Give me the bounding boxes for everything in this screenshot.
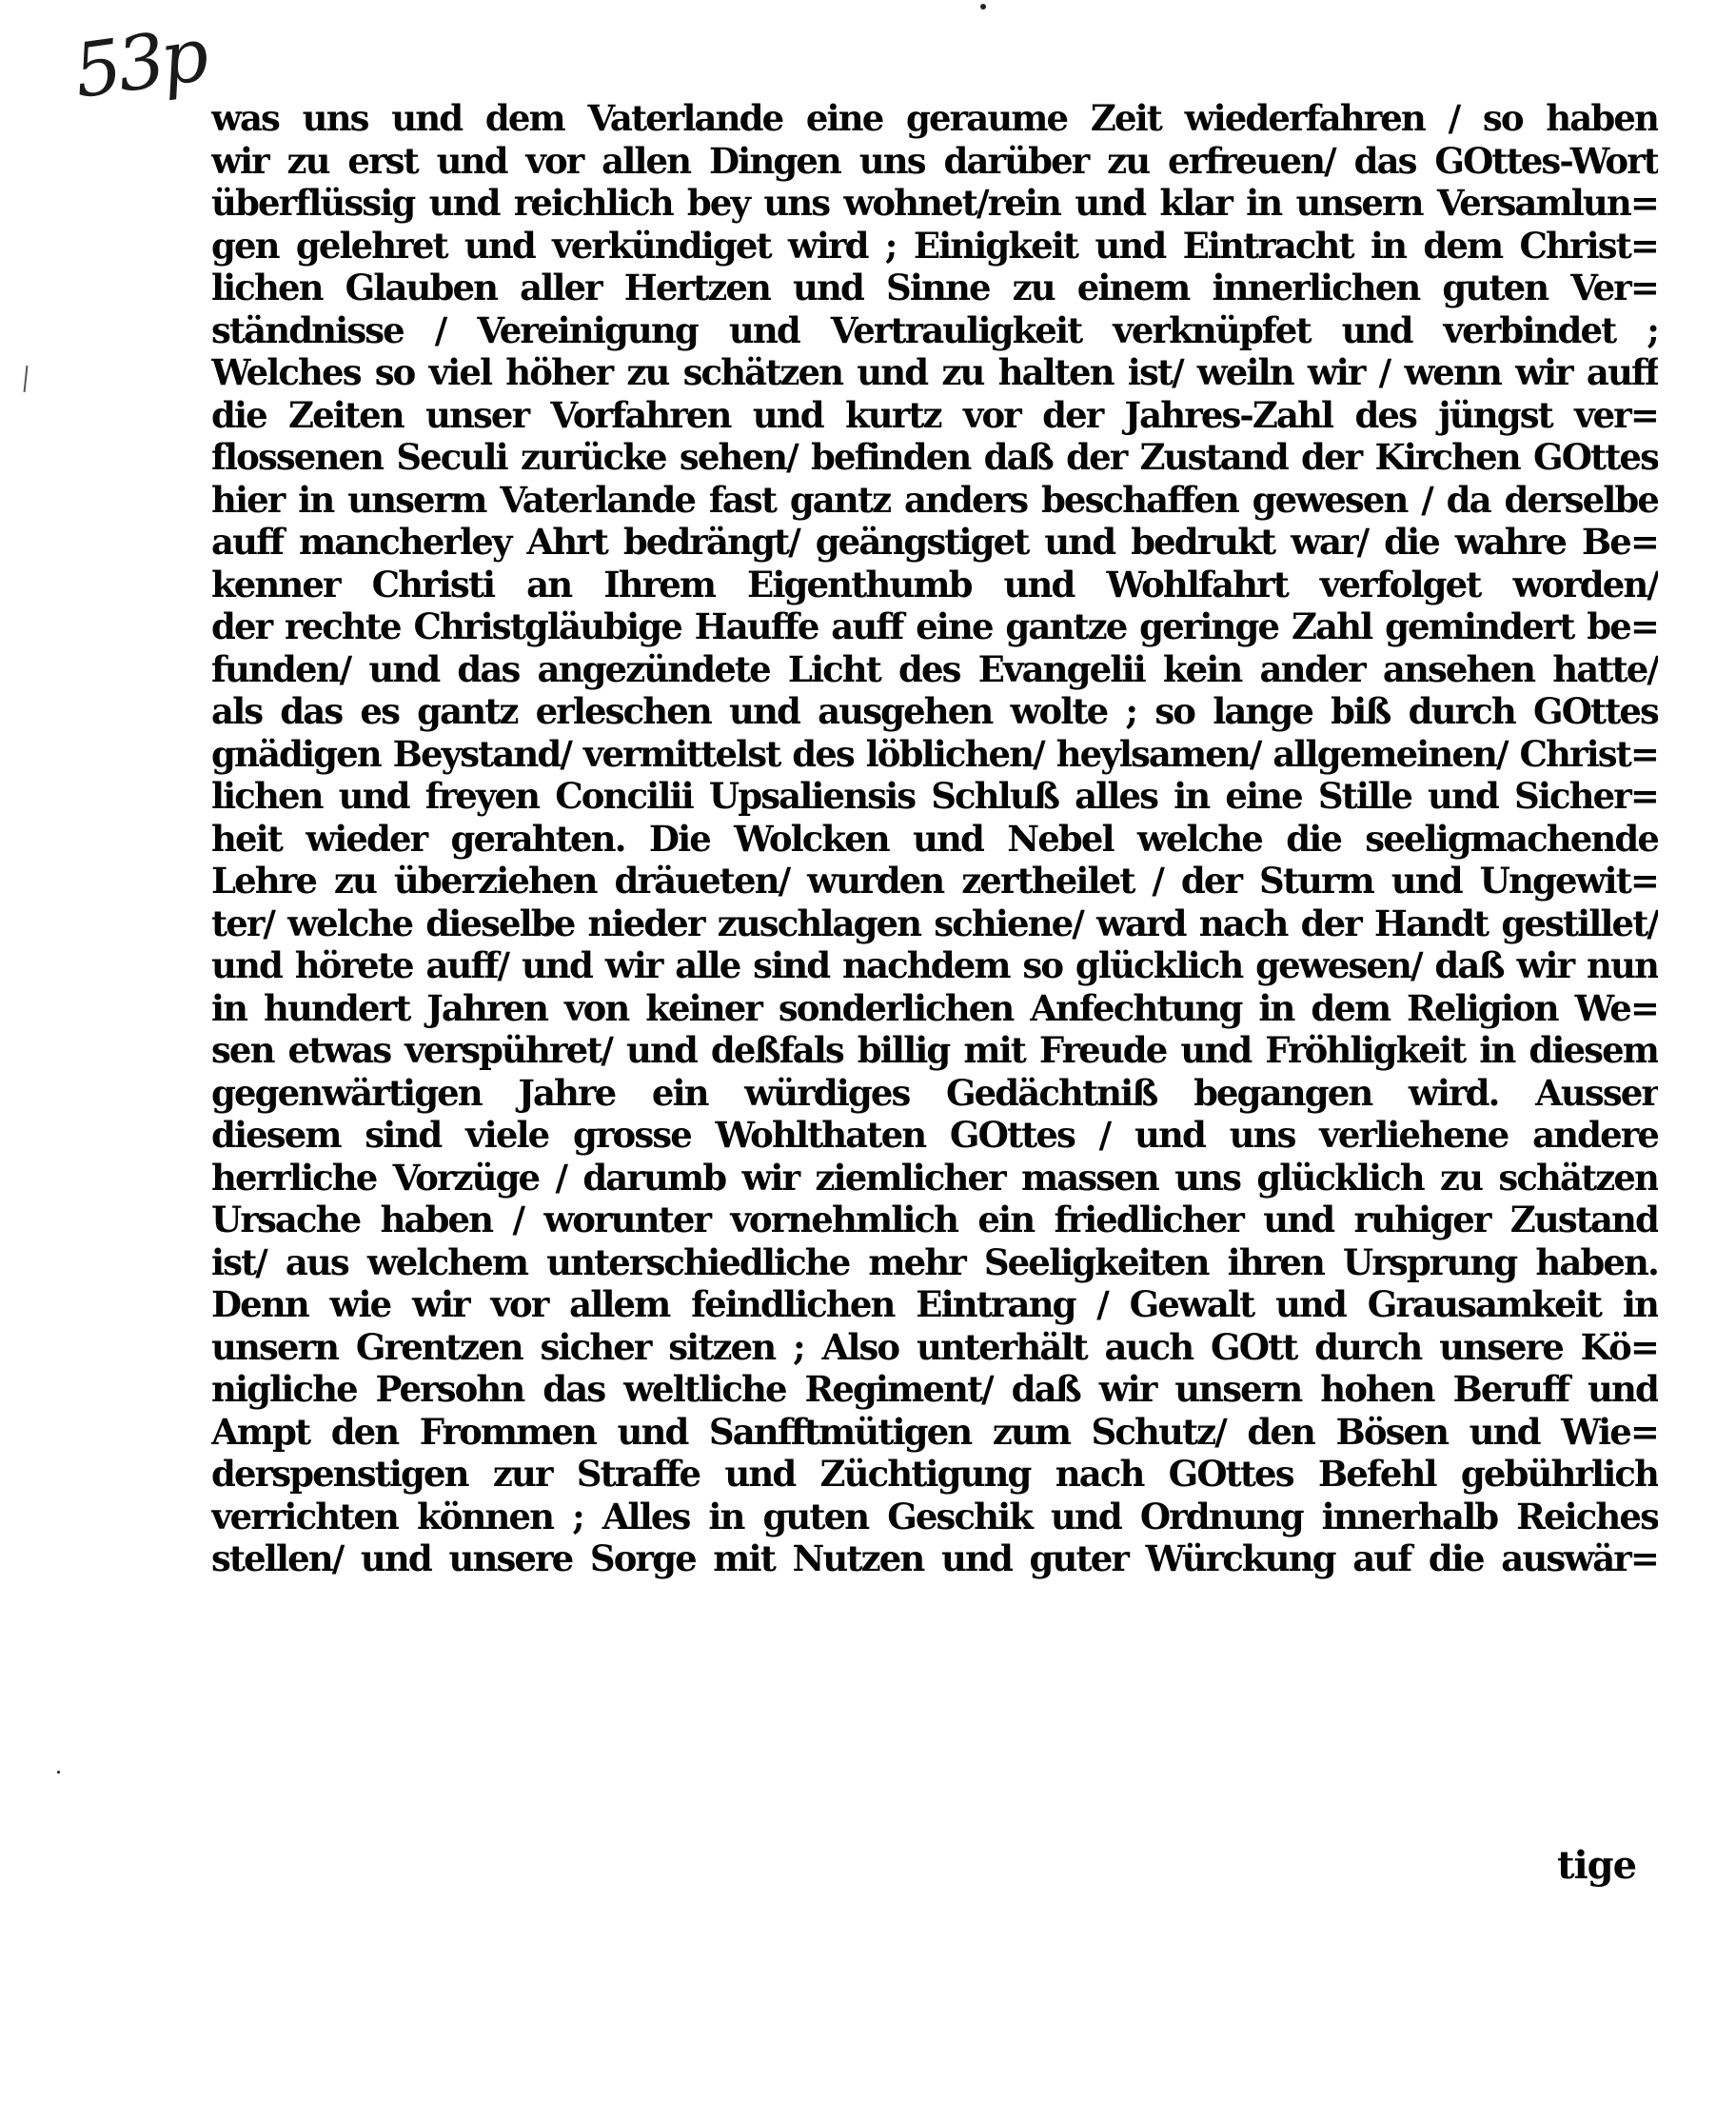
text-line: derspenstigen zur Straffe und Züchtigung nach GOttes Befehl gebührlich [211, 1453, 1658, 1495]
text-line: der rechte Christgläubige Hauffe auff eine gantze geringe Zahl gemindert be= [211, 605, 1658, 647]
text-line: lichen und freyen Concilii Upsaliensis Schluß alles in eine Stille und Sicher= [211, 775, 1658, 817]
text-line: hier in unserm Vaterlande fast gantz anders beschaffen gewesen / da derselbe [211, 478, 1658, 521]
text-line: heit wieder gerahten. Die Wolcken und Nebel welche die seeligmachende [211, 817, 1658, 860]
text-line: nigliche Persohn das weltliche Regiment/ daß wir unsern hohen Beruff und [211, 1368, 1658, 1410]
text-line: ter/ welche dieselbe nieder zuschlagen schiene/ ward nach der Handt gestillet/ [211, 902, 1658, 944]
text-line: gegenwärtigen Jahre ein würdiges Gedächtniß begangen wird. Ausser [211, 1071, 1658, 1114]
text-line: überflüssig und reichlich bey uns wohnet/rein und klar in unsern Versamlun= [211, 182, 1658, 224]
text-line: gnädigen Beystand/ vermittelst des löblichen/ heylsamen/ allgemeinen/ Christ= [211, 732, 1658, 775]
text-line: verrichten können ; Alles in guten Geschik und Ordnung innerhalb Reiches [211, 1495, 1658, 1537]
body-text [211, 97, 1658, 1580]
text-line: ständnisse / Vereinigung und Vertrauligkeit verknüpfet und verbindet ; [211, 308, 1658, 351]
text-line: Ursache haben / worunter vornehmlich ein friedlicher und ruhiger Zustand [211, 1199, 1658, 1240]
text-line: in hundert Jahren von keiner sonderlichen Anfechtung in dem Religion We= [211, 986, 1658, 1029]
text-line: und hörete auff/ und wir alle sind nachdem so glücklich gewesen/ daß wir nun [211, 944, 1658, 986]
text-line: lichen Glauben aller Hertzen und Sinne zu einem innerlichen guten Ver= [211, 267, 1658, 308]
text-line: flossenen Seculi zurücke sehen/ befinden daß der Zustand der Kirchen GOttes [211, 436, 1658, 478]
text-line: auff mancherley Ahrt bedrängt/ geängstiget und bedrukt war/ die wahre Be= [211, 521, 1658, 563]
text-line: sen etwas verspühret/ und deßfals billig mit Freude und Fröhligkeit in diesem [211, 1029, 1658, 1071]
text-line: ist/ aus welchem unterschiedliche mehr Seeligkeiten ihren Ursprung haben. [211, 1240, 1658, 1283]
text-line: Lehre zu überziehen dräueten/ wurden zertheilet / der Sturm und Ungewit= [211, 860, 1658, 902]
text-line: stellen/ und unsere Sorge mit Nutzen und guter Würckung auf die auswär= [211, 1537, 1658, 1579]
text-line: gen gelehret und verkündiget wird ; Einigkeit und Eintracht in dem Christ= [211, 224, 1658, 267]
text-line: unsern Grentzen sicher sitzen ; Also unterhält auch GOtt durch unsere Kö= [211, 1325, 1658, 1368]
text-line: Welches so viel höher zu schätzen und zu halten ist/ weiln wir / wenn wir auff [211, 351, 1658, 393]
folio-number: 53p [69, 11, 210, 116]
text-line: herrliche Vorzüge / darumb wir ziemlicher massen uns glücklich zu schätzen [211, 1156, 1658, 1199]
catchword: tige [1557, 1843, 1637, 1888]
text-line: diesem sind viele grosse Wohlthaten GOttes / und uns verliehene andere [211, 1114, 1658, 1156]
text-line: Denn wie wir vor allem feindlichen Eintrang / Gewalt und Grausamkeit in [211, 1283, 1658, 1325]
text-line: kenner Christi an Ihrem Eigenthumb und Wohlfahrt verfolget worden/ [211, 563, 1658, 605]
text-line: als das es gantz erleschen und ausgehen wolte ; so lange biß durch GOttes [211, 690, 1658, 732]
margin-mark [24, 366, 29, 392]
text-line: die Zeiten unser Vorfahren und kurtz vor der Jahres-Zahl des jüngst ver= [211, 393, 1658, 436]
text-line: Ampt den Frommen und Sanfftmütigen zum Schutz/ den Bösen und Wie= [211, 1410, 1658, 1453]
text-line: funden/ und das angezündete Licht des Evangelii kein ander ansehen hatte/ [211, 647, 1658, 690]
top-speck [980, 4, 986, 10]
text-line: was uns und dem Vaterlande eine geraume Zeit wiederfahren / so haben [211, 97, 1658, 139]
margin-speck [57, 1771, 60, 1774]
text-line: wir zu erst und vor allen Dingen uns darüber zu erfreuen/ das GOttes-Wort [211, 139, 1658, 182]
